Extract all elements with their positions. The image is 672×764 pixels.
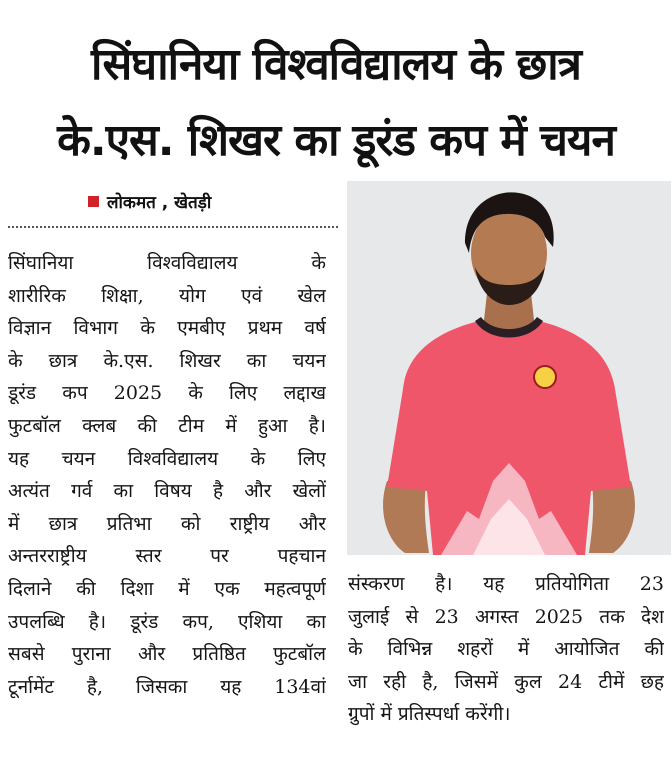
text-line: में छात्र प्रतिभा को राष्ट्रीय और — [8, 512, 326, 535]
text-line: फुटबॉल क्लब की टीम में हुआ है। — [8, 414, 326, 437]
text-line: अन्तरराष्ट्रीय स्तर पर पहचान — [8, 545, 326, 568]
text-line: अत्यंत गर्व का विषय है और खेलों — [8, 480, 326, 503]
text-line: यह चयन विश्वविद्यालय के लिए — [8, 447, 326, 470]
dateline — [88, 188, 211, 214]
article-column-left — [8, 247, 326, 703]
dotted-divider — [8, 226, 338, 228]
article-column-right — [348, 568, 664, 731]
dateline-text: लोकमत , खेतड़ी — [107, 192, 212, 213]
headline-line-2: के.एस. शिखर का डूरंड कप में चयन — [57, 115, 615, 166]
text-line: विज्ञान विभाग के एमबीए प्रथम वर्ष — [8, 317, 326, 340]
text-line: टूर्नामेंट है, जिसका यह 134वां — [8, 675, 326, 698]
cropped-previous-text — [0, 0, 672, 18]
text-line: सिंघानिया विश्वविद्यालय के — [8, 252, 326, 274]
text-line: शारीरिक शिक्षा, योग एवं खेल — [8, 284, 326, 307]
text-line: जुलाई से 23 अगस्त 2025 तक देश — [348, 605, 664, 628]
text-line: डूरंड कप 2025 के लिए लद्दाख — [8, 382, 326, 405]
text-line: के छात्र के.एस. शिखर का चयन — [8, 349, 326, 372]
bullet-square-icon — [88, 196, 99, 207]
text-line: ग्रुपों में प्रतिस्पर्धा करेंगी। — [348, 703, 511, 726]
text-line: के विभिन्न शहरों में आयोजित की — [348, 638, 664, 661]
headline-line-1: सिंघानिया विश्वविद्यालय के छात्र — [91, 39, 581, 90]
text-line: जा रही है, जिसमें कुल 24 टीमें छह — [348, 670, 664, 693]
text-line: संस्करण है। यह प्रतियोगिता 23 — [348, 573, 664, 595]
text-line: सबसे पुराना और प्रतिष्ठित फुटबॉल — [8, 643, 326, 666]
text-line: दिलाने की दिशा में एक महत्वपूर्ण — [8, 577, 326, 600]
text-line: उपलब्धि है। डूरंड कप, एशिया का — [8, 610, 326, 633]
player-photo — [347, 181, 671, 555]
